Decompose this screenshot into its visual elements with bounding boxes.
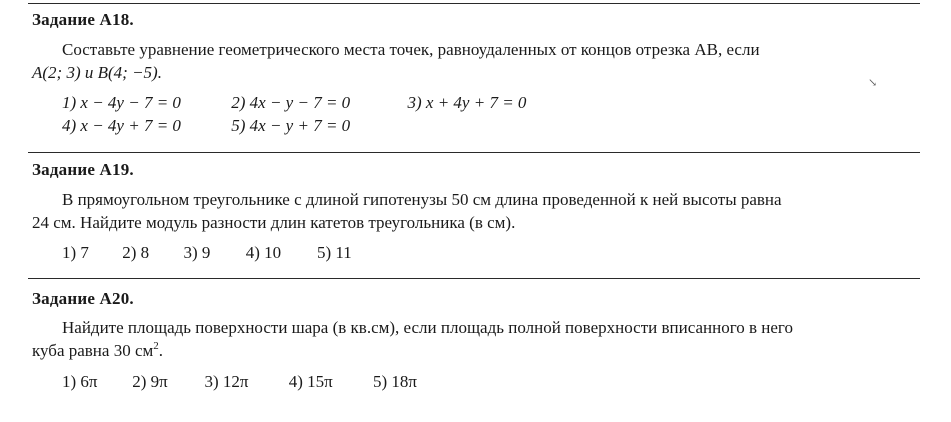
task-a19-text-line1: В прямоугольном треугольнике с длиной гипотенузы 50 см длина проведенной к ней высоты равна [62, 190, 782, 209]
answer-option: 2) 8 [122, 243, 150, 262]
section-divider [28, 152, 920, 153]
superscript: 2 [153, 340, 159, 352]
answer-option: 3) 12π [204, 372, 249, 391]
task-a19-text-line2: 24 см. Найдите модуль разности длин катетов треугольника (в см). [32, 213, 516, 232]
stray-mark: ↘ [868, 77, 878, 89]
task-a20-answers [62, 372, 417, 392]
answer-option: 5) 4x − y + 7 = 0 [231, 116, 351, 135]
task-a19-answers [62, 243, 352, 263]
task-a18-answers-row2 [62, 116, 350, 136]
task-a20-text-line2-main: куба равна 30 см [32, 341, 154, 360]
answer-option: 1) 7 [62, 243, 89, 262]
answer-option: 3) 9 [183, 243, 211, 262]
answer-option: 5) 18π [373, 372, 417, 391]
task-a18-answers-row1 [62, 93, 526, 113]
task-a18-title: Задание А18. [32, 10, 134, 29]
top-divider [28, 3, 920, 4]
answer-option: 1) 6π [62, 372, 98, 391]
task-a20-text-line1: Найдите площадь поверхности шара (в кв.см), если площадь полной поверхности вписанного в него [62, 318, 793, 337]
answer-option: 2) 4x − y − 7 = 0 [231, 93, 351, 112]
answer-option: 4) 15π [288, 372, 333, 391]
answer-option: 5) 11 [317, 243, 352, 262]
task-a20-text-end: . [158, 341, 164, 360]
task-a18-text-line1: Составьте уравнение геометрического места точек, равноудаленных от концов отрезка AB, если [62, 40, 760, 59]
task-a18-text-line2: A(2; 3) и B(4; −5). [32, 63, 162, 82]
answer-option: 3) x + 4y + 7 = 0 [407, 93, 527, 112]
answer-option: 4) x − 4y + 7 = 0 [62, 116, 181, 135]
task-a20-title: Задание А20. [32, 289, 134, 308]
answer-option: 2) 9π [132, 372, 168, 391]
task-a19-title: Задание А19. [32, 160, 134, 179]
task-a20-text-line2 [32, 341, 922, 361]
section-divider [28, 278, 920, 279]
answer-option: 1) x − 4y − 7 = 0 [62, 93, 181, 112]
answer-option: 4) 10 [245, 243, 282, 262]
